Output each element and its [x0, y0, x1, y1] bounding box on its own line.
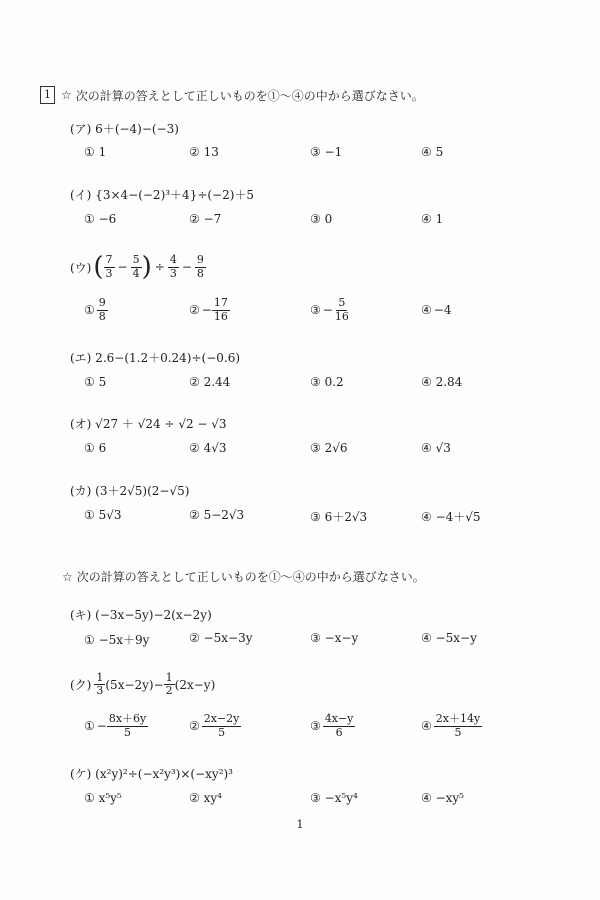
option-1: ① −6: [84, 212, 117, 226]
fraction: $\frac{1}{2}$: [165, 671, 173, 698]
option-2: ② 2.44: [189, 375, 231, 389]
option-2: ② 13: [189, 145, 219, 159]
option-3: ③ $\frac{4x-y}{6}$: [310, 712, 354, 739]
question-o-options: [84, 441, 504, 481]
option-4: ④ −xy⁵: [421, 791, 464, 805]
problem-number-box: 1: [40, 86, 55, 104]
question-ka: (カ) (3＋2√5)(2−√5): [70, 484, 190, 498]
option-1: ① 1: [84, 145, 107, 159]
fraction: $\frac{4}{3}$: [169, 253, 177, 280]
question-ki-options: [84, 631, 504, 671]
option-4: ④ −5x−y: [421, 631, 477, 645]
right-paren: ): [141, 252, 152, 282]
option-3: ③ 0.2: [310, 375, 344, 389]
left-paren: (: [93, 252, 104, 282]
question-a: (ア) 6＋(−4)−(−3): [70, 122, 179, 136]
option-2: ② −5x−3y: [189, 631, 253, 645]
option-3: ③ 6＋2√3: [310, 510, 368, 524]
option-4: ④ √3: [421, 441, 451, 455]
option-1: ① −5x＋9y: [84, 633, 150, 647]
section-2-heading: [62, 568, 425, 585]
option-4: ④ 2.84: [421, 375, 463, 389]
section-2-instruction: 次の計算の答えとして正しいものを①～④の中から選びなさい。: [76, 570, 425, 584]
option-1: ① 5: [84, 375, 107, 389]
option-1: ① x⁵y⁵: [84, 791, 122, 805]
question-e: (エ) 2.6−(1.2＋0.24)÷(−0.6): [70, 351, 241, 365]
option-3: ③ 2√6: [310, 441, 348, 455]
fraction: $\frac{1}{3}$: [96, 671, 104, 698]
option-3: ③ −1: [310, 145, 343, 159]
star-icon: ☆: [61, 88, 72, 102]
option-3: ③ − $\frac{5}{16}$: [310, 296, 349, 323]
option-1: ① 6: [84, 441, 107, 455]
option-3: ③ 0: [310, 212, 333, 226]
option-3: ③ −x⁵y⁴: [310, 791, 358, 805]
option-3: ③ −x−y: [310, 631, 359, 645]
star-icon: ☆: [62, 569, 73, 584]
option-4: ④ 5: [421, 145, 444, 159]
question-i-options: [84, 212, 504, 252]
option-4: ④ −4: [421, 303, 452, 317]
question-u-options: [84, 290, 504, 330]
option-1: ① 5√3: [84, 508, 122, 522]
question-e-options: [84, 375, 504, 415]
option-4: ④ 1: [421, 212, 444, 226]
question-a-options: [84, 145, 504, 185]
question-ke: (ケ) (x²y)²÷(−x²y³)×(−xy²)³: [70, 767, 233, 781]
section-1-heading: [40, 86, 424, 104]
question-i: (イ) {3×4−(−2)³＋4}÷(−2)＋5: [70, 188, 255, 202]
option-1: ① $\frac{9}{8}$: [84, 296, 106, 323]
section-1-instruction: 次の計算の答えとして正しいものを①～④の中から選びなさい。: [75, 88, 424, 103]
option-2: ② −7: [189, 212, 222, 226]
question-u-prefix: (ウ): [70, 260, 92, 275]
question-ku: (ク) $\frac{1}{3}$ (5x−2y)− $\frac{1}{2}$ (2x−y): [70, 671, 216, 698]
question-u: (ウ) ( $\frac{7}{3}$ − $\frac{5}{4}$ ) ÷ $\frac{4}{3}$ − $\frac{9}{8}$: [70, 252, 204, 282]
question-o: (オ) √27 ＋ √24 ÷ √2 − √3: [70, 417, 227, 431]
option-2: ② 5−2√3: [189, 508, 245, 522]
question-ku-options: [84, 706, 504, 746]
question-ki: (キ) (−3x−5y)−2(x−2y): [70, 608, 212, 622]
question-ku-prefix: (ク): [70, 678, 92, 693]
option-1: ① − $\frac{8x+6y}{5}$: [84, 712, 147, 739]
option-4: ④ $\frac{2x+14y}{5}$: [421, 712, 481, 739]
fraction: $\frac{7}{3}$: [105, 253, 113, 280]
option-4: ④ −4＋√5: [421, 510, 481, 524]
option-2: ② − $\frac{17}{16}$: [189, 296, 228, 323]
option-2: ② $\frac{2x-2y}{5}$: [189, 712, 240, 739]
option-2: ② 4√3: [189, 441, 227, 455]
page-number: 1: [296, 818, 304, 831]
fraction: $\frac{5}{4}$: [132, 253, 140, 280]
question-ka-options: [84, 508, 504, 548]
fraction: $\frac{9}{8}$: [196, 253, 204, 280]
option-2: ② xy⁴: [189, 791, 222, 805]
